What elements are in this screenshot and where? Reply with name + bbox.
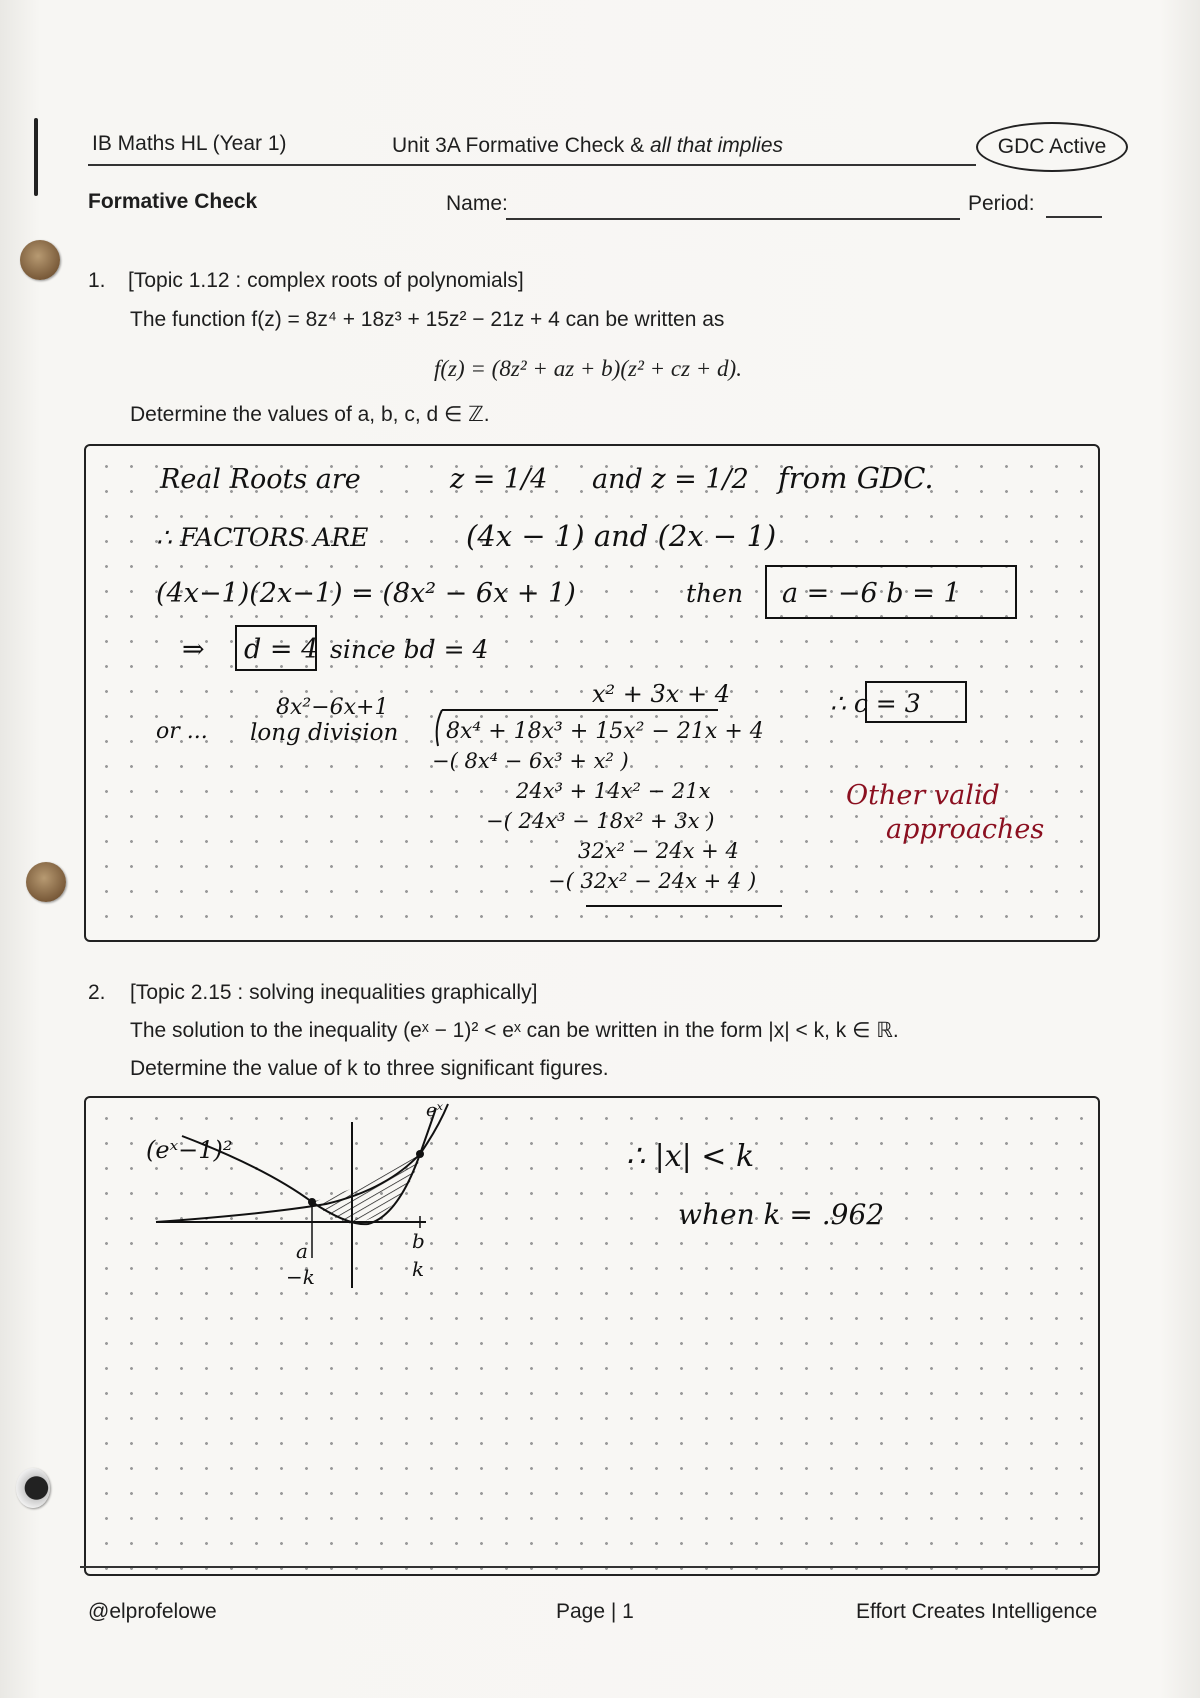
header-rule bbox=[88, 164, 976, 166]
q1-teacher-note-line-1: Other valid bbox=[846, 780, 1000, 811]
name-field[interactable] bbox=[506, 218, 960, 220]
q1-number: 1. bbox=[88, 269, 106, 292]
q2-label-exp-curve: eˣ bbox=[426, 1100, 444, 1121]
name-label: Name: bbox=[446, 192, 508, 215]
q2-intersection-right bbox=[416, 1150, 424, 1158]
q1-answer-box[interactable] bbox=[84, 444, 1100, 942]
q1-work-real-roots: Real Roots are bbox=[160, 464, 361, 495]
q1-factored-form: f(z) = (8z² + az + b)(z² + cz + d). bbox=[434, 356, 742, 381]
q1-work-divisor: 8x²−6x+1 bbox=[276, 695, 389, 720]
q2-topic: [Topic 2.15 : solving inequalities graphically] bbox=[130, 981, 538, 1004]
q1-work-product: (4x−1)(2x−1) = (8x² − 6x + 1) bbox=[156, 578, 576, 609]
course-title: IB Maths HL (Year 1) bbox=[92, 132, 287, 155]
gdc-active-badge: GDC Active bbox=[976, 122, 1128, 172]
punch-hole-bottom bbox=[16, 1468, 50, 1508]
q1-work-factors-label: ∴ FACTORS ARE bbox=[156, 523, 369, 552]
q1-division-step-1: −( 8x⁴ − 6x³ + x² ) bbox=[432, 749, 629, 773]
q1-answer-a-b: a = −6 b = 1 bbox=[782, 578, 961, 609]
q1-division-bracket bbox=[437, 710, 442, 746]
q2-number: 2. bbox=[88, 981, 106, 1004]
unit-title-italic: all that implies bbox=[649, 134, 783, 157]
period-label: Period: bbox=[968, 192, 1035, 215]
binder-mark bbox=[34, 118, 38, 196]
q1-instruction: Determine the values of a, b, c, d ∈ ℤ. bbox=[130, 403, 490, 426]
q1-division-step-3: −( 32x² − 24x + 4 ) bbox=[548, 869, 757, 893]
q1-statement: The function f(z) = 8z⁴ + 18z³ + 15z² − 21z + 4 can be written as bbox=[130, 308, 725, 331]
q1-division-quotient: x² + 3x + 4 bbox=[592, 680, 730, 708]
footer-page-number: Page | 1 bbox=[556, 1600, 634, 1623]
unit-title bbox=[392, 134, 783, 158]
q2-label-k: k bbox=[412, 1257, 425, 1281]
q1-division-remainder-1: 24x³ + 14x² − 21x bbox=[516, 779, 711, 803]
q1-division-step-2: −( 24x³ − 18x² + 3x ) bbox=[486, 809, 715, 833]
q2-label-a: a bbox=[296, 1239, 308, 1263]
q1-work-since: since bd = 4 bbox=[330, 635, 489, 664]
q1-work-from-gdc: from GDC. bbox=[778, 461, 934, 495]
q2-label-b: b bbox=[412, 1229, 425, 1253]
q1-work-root-2: and z = 1/2 bbox=[592, 464, 749, 495]
unit-title-prefix: Unit 3A Formative Check & bbox=[392, 134, 650, 157]
q1-topic: [Topic 1.12 : complex roots of polynomials] bbox=[128, 269, 524, 292]
q1-answer-d: d = 4 bbox=[244, 634, 319, 665]
q2-statement: The solution to the inequality (eˣ − 1)² < eˣ can be written in the form |x| < k, k ∈ ℝ. bbox=[130, 1019, 899, 1042]
q1-work-root-1: z = 1/4 bbox=[450, 464, 548, 495]
q1-work-then: then bbox=[686, 579, 744, 608]
q1-work-or: or ... bbox=[156, 719, 208, 744]
footer-motto: Effort Creates Intelligence bbox=[856, 1600, 1098, 1623]
period-field[interactable] bbox=[1046, 216, 1102, 218]
punch-hole-top bbox=[20, 240, 60, 280]
footer-author: @elprofelowe bbox=[88, 1600, 217, 1623]
q1-work-factors: (4x − 1) and (2x − 1) bbox=[466, 519, 777, 553]
q1-answer-c: ∴ c = 3 bbox=[830, 689, 921, 718]
q2-label-neg-k: −k bbox=[286, 1265, 315, 1289]
q2-answer-box[interactable] bbox=[84, 1096, 1100, 1576]
formative-check-title: Formative Check bbox=[88, 190, 258, 213]
q2-answer-line-1: ∴ |x| < k bbox=[626, 1139, 755, 1174]
q2-instruction: Determine the value of k to three significant figures. bbox=[130, 1057, 609, 1080]
q2-answer-line-2: when k = .962 bbox=[678, 1198, 885, 1231]
q1-teacher-note-line-2: approaches bbox=[886, 814, 1045, 845]
q1-division-remainder-2: 32x² − 24x + 4 bbox=[578, 839, 739, 863]
q1-handwritten-work bbox=[86, 446, 1098, 940]
punch-hole-middle bbox=[26, 862, 66, 902]
q2-handwritten-work bbox=[86, 1098, 1098, 1574]
q1-division-dividend: 8x⁴ + 18x³ + 15x² − 21x + 4 bbox=[446, 719, 764, 744]
q1-work-implies: ⇒ bbox=[182, 634, 205, 665]
q1-work-long-division: long division bbox=[250, 720, 399, 746]
footer-rule bbox=[80, 1566, 1098, 1568]
q2-label-squared-curve: (eˣ−1)² bbox=[146, 1136, 233, 1164]
